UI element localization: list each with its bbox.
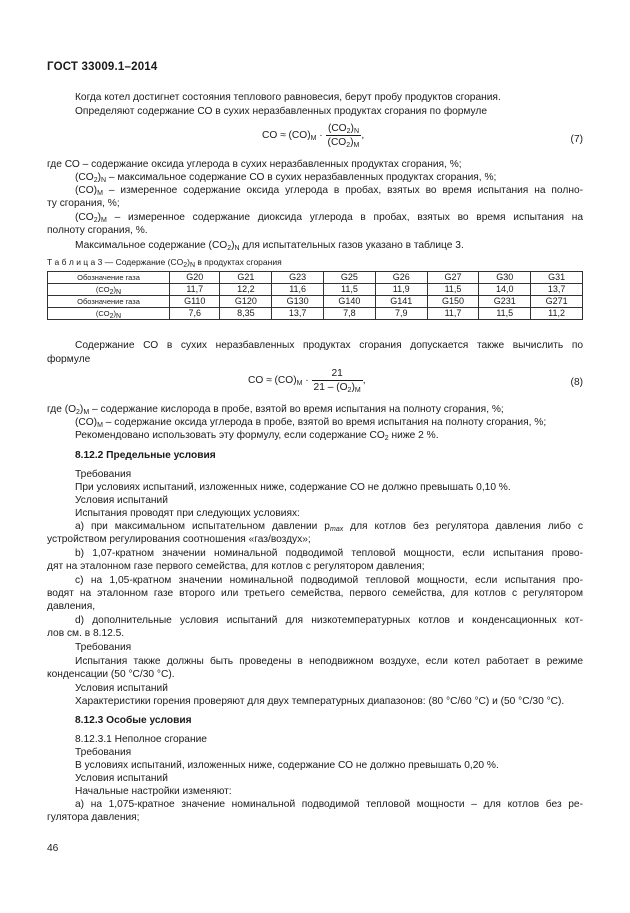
definition: $(CO)_M$ – содержание оксида углерода в пробе, взятой во время испытания на полноту сгорания, %; <box>75 417 547 429</box>
table-row: Обозначение газа G110 G120 G130 G140 G141 G150 G231 G271 <box>48 296 583 308</box>
list-item: дят на эталонном газе первого семейства, для котлов с регулятором давления; <box>47 561 425 572</box>
paragraph: 8.12.3.1 Неполное сгорание <box>75 734 207 745</box>
list-item: d) дополнительные условия испытаний для низкотемпературных котлов и конденсационных кот- <box>75 615 583 626</box>
paragraph: Характеристики горения проверяют для двух температурных диапазонов: (80 °С/60 °С) и (50 °С/30 °С). <box>75 696 565 707</box>
list-item: давления, <box>47 601 96 612</box>
paragraph: Испытания также должны быть проведены в неподвижном воздухе, если котел работает в режиме <box>75 656 583 667</box>
list-item: водят на эталонном газе второго или третьего семейства, первого семейства, для котлов с регулятором <box>47 588 583 599</box>
paragraph: В условиях испытаний, изложенных ниже, содержание СО не должно превышать 0,20 %. <box>75 760 499 771</box>
formula-7: CO ≈ $(CO)_M$ · $\frac{(CO_2)_N}{(CO_2)_M}$ , <box>262 123 365 149</box>
table-caption: Т а б л и ц а 3 — Содержание $(CO_2)_N$ в продуктах сгорания <box>47 257 282 269</box>
document-header: ГОСТ 33009.1–2014 <box>47 61 158 73</box>
definition: $(CO_2)_M$ – измеренное содержание диоксида углерода в пробах, взятых во время испытания на <box>75 212 583 224</box>
paragraph: Содержание СО в сухих неразбавленных продуктах сгорания допускается также вычислить по <box>75 340 583 351</box>
definition: где $(O_2)_M$ – содержание кислорода в пробе, взятой во время испытания на полноту сгорания, %; <box>47 404 504 416</box>
paragraph: Испытания проводят при следующих условиях: <box>75 508 300 519</box>
definition: $(CO)_M$ – измеренное содержание оксида углерода в пробах, взятых во время испытания на полно- <box>75 185 583 197</box>
paragraph: При условиях испытаний, изложенных ниже, содержание СО не должно превышать 0,10 %. <box>75 482 511 493</box>
fraction: $\frac{(CO_2)_N}{(CO_2)_M}$ <box>327 123 360 149</box>
paragraph: Требования <box>75 747 132 758</box>
table-row: $(CO_2)_N$ 7,6 8,35 13,7 7,8 7,9 11,7 11,5 11,2 <box>48 308 583 320</box>
equation-number: (7) <box>570 134 583 145</box>
definition: ту сгорания, %; <box>47 198 120 209</box>
list-item: устройством регулирования соотношения «газ/воздух»; <box>47 534 311 545</box>
list-item: гулятора давления; <box>47 812 140 823</box>
list-item: а) на 1,075-кратное значение номинальной подводимой тепловой мощности – для котлов без ре- <box>75 799 583 810</box>
paragraph: Условия испытаний <box>75 495 168 506</box>
definition: $(CO_2)_N$ – максимальное содержание СО в сухих неразбавленных продуктах сгорания, %; <box>75 172 497 184</box>
paragraph: Максимальное содержание $(CO_2)_N$ для испытательных газов указано в таблице 3. <box>75 240 464 252</box>
list-item: b) 1,07-кратном значении номинальной подводимой тепловой мощности, если испытания прово- <box>75 548 583 559</box>
table-3 <box>47 271 583 320</box>
paragraph: Определяют содержание СО в сухих неразбавленных продуктах сгорания по формуле <box>75 106 488 117</box>
fraction: $\frac{21}{21 - (O_2)_M}$ <box>313 368 361 394</box>
section-heading-8-12-2: 8.12.2 Предельные условия <box>75 450 216 461</box>
table-row: $(CO_2)_N$ 11,7 12,2 11,6 11,5 11,9 11,5 14,0 13,7 <box>48 284 583 296</box>
definition: где СО – содержание оксида углерода в сухих неразбавленных продуктах сгорания, %; <box>47 159 462 170</box>
table-row: Обозначение газа G20 G21 G23 G25 G26 G27 G30 G31 <box>48 272 583 284</box>
paragraph: Условия испытаний <box>75 773 168 784</box>
paragraph: Начальные настройки изменяют: <box>75 786 232 797</box>
paragraph: Требования <box>75 469 132 480</box>
list-item: а) при максимальном испытательном давлении $p_{max}$ для котлов без регулятора давления либо с <box>75 521 583 533</box>
definition: полноту сгорания, %. <box>47 225 148 236</box>
paragraph: Рекомендовано использовать эту формулу, если содержание $CO_2$ ниже 2 %. <box>75 430 439 442</box>
equation-number: (8) <box>570 377 583 388</box>
list-item: лов см. в 8.12.5. <box>47 628 125 639</box>
section-heading-8-12-3: 8.12.3 Особые условия <box>75 715 192 726</box>
paragraph: конденсации (50 °С/30 °С). <box>47 669 175 680</box>
list-item: с) на 1,05-кратном значении номинальной подводимой тепловой мощности, если испытания про- <box>75 575 583 586</box>
paragraph: Требования <box>75 642 132 653</box>
page-number: 46 <box>47 843 59 854</box>
paragraph: Когда котел достигнет состояния теплового равновесия, берут пробу продуктов сгорания. <box>75 92 501 103</box>
paragraph: формуле <box>47 354 91 365</box>
formula-8: CO ≈ $(CO)_M$ · $\frac{21}{21 - (O_2)_M}$ , <box>248 368 366 394</box>
paragraph: Условия испытаний <box>75 683 168 694</box>
